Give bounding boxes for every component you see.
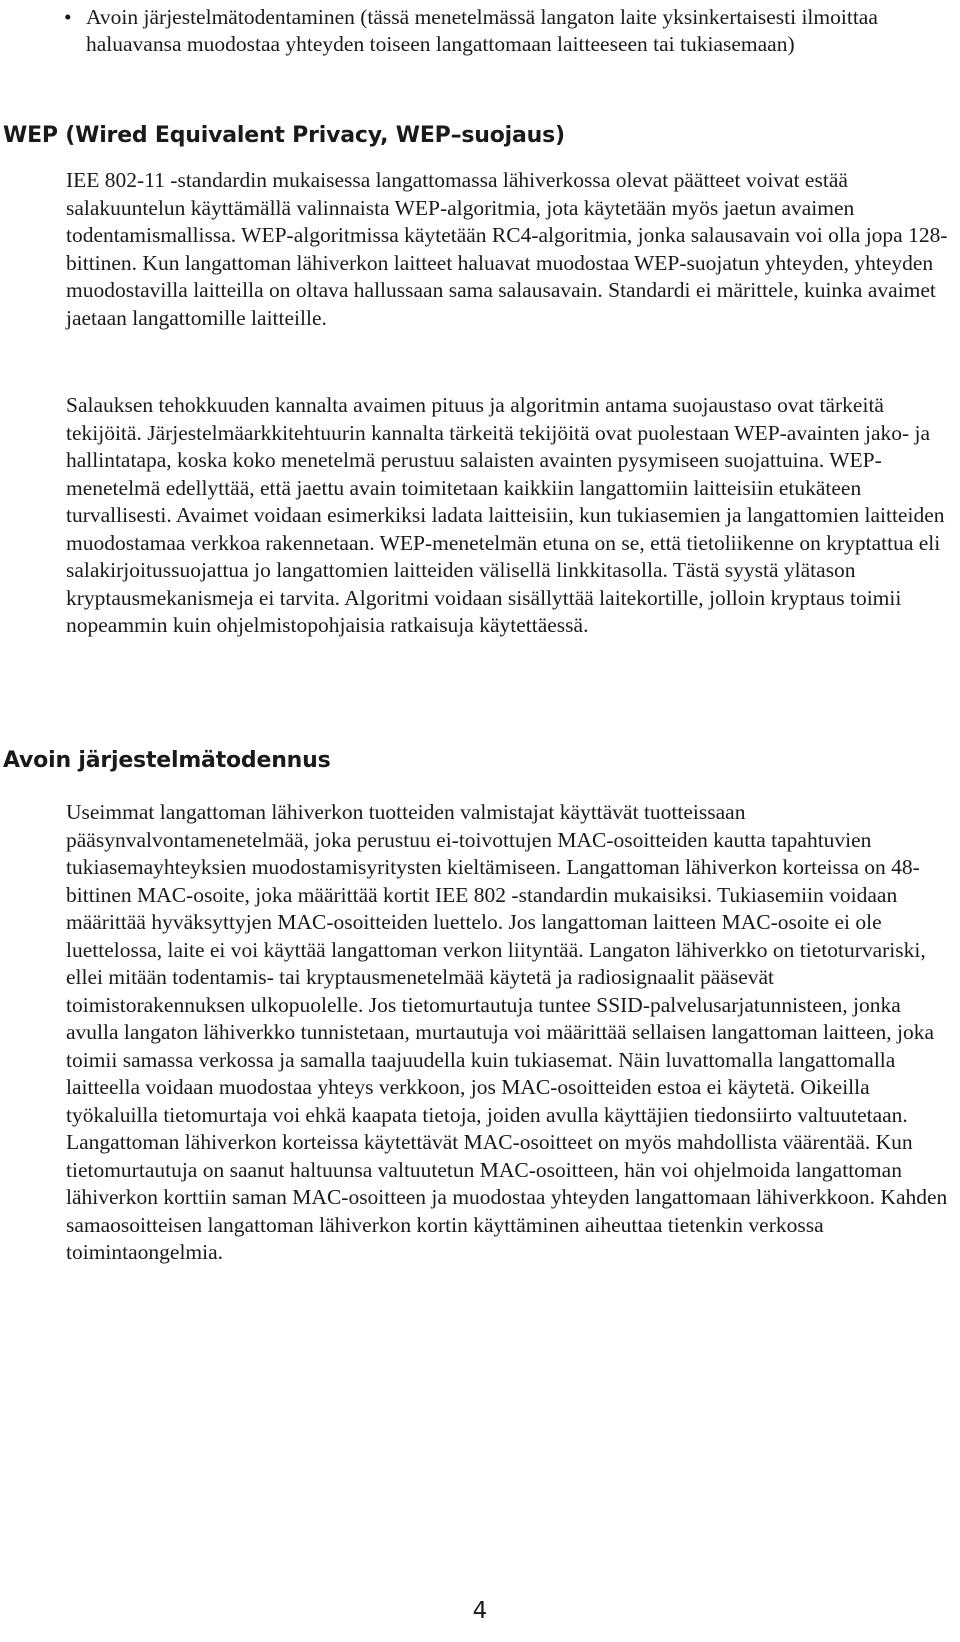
open-system-paragraph: Useimmat langattoman lähiverkon tuotteiden valmistajat käyttävät tuotteissaan pääsynvalvontamenetelmää, joka perustuu ei-toivottujen MAC-osoitteiden kautta tapahtuvien tukiasemayhteyksien muodostamisyritysten kieltämiseen. Langattoman lähiverkon korteissa on 48-bittinen MAC-osoite, joka määrittää kortit IEE 802 -standardin mukaisiksi. Tukiasemiin voidaan määrittää hyväksyttyjen MAC-osoitteiden luettelo. Jos langattoman laitteen MAC-osoite ei ole luettelossa, laite ei voi käyttää langattoman verkon liityntää. Langaton lähiverkko on tietoturvariski, ellei mitään todentamis- tai kryptausmenetelmää käytetä ja radiosignaalit pääsevät toimistorakennuksen ulkopuolelle. Jos tietomurtautuja tuntee SSID-palvelusarjatunnisteen, jonka avulla langaton lähiverkko tunnistetaan, murtautuja voi määrittää sellaisen langattoman laitteen, joka toimii samassa verkossa ja samalla taajuudella kuin tukiasemat. Näin luvattomalla langattomalla laitteella voidaan muodostaa yhteys verkkoon, jos MAC-osoitteiden estoa ei käytetä. Oikeilla työkaluilla tietomurtaja voi ehkä kaapata tietoja, joiden avulla käyttäjien tiedonsiirto valtuutetaan. Langattoman lähiverkon korteissa käytettävät MAC-osoitteet on myös mahdollista väärentää. Kun tietomurtautuja on saanut haltuunsa valtuutetun MAC-osoitteen, hän voi ohjelmoida langattoman lähiverkon korttiin saman MAC-osoitteen ja muodostaa yhteyden langattomaan lähiverkkoon. Kahden samaosoitteisen langattoman lähiverkon kortin käyttäminen aiheuttaa tietenkin verkossa toimintaongelmia.: [66, 800, 948, 1264]
page-number: 4: [472, 1598, 488, 1624]
section-heading-open-system: Avoin järjestelmätodennus: [3, 748, 331, 773]
bullet-glyph: •: [64, 5, 72, 29]
bullet-text: Avoin järjestelmätodentaminen (tässä menetelmässä langaton laite yksinkertaisesti ilmoittaa haluavansa muodostaa yhteyden toiseen langattomaan laitteeseen tai tukiasemaan): [86, 5, 878, 56]
wep-paragraph: Salauksen tehokkuuden kannalta avaimen pituus ja algoritmin antama suojaustaso ovat tärkeitä tekijöitä. Järjestelmäarkkitehtuurin kannalta tärkeitä tekijöitä ovat puolestaan WEP-avainten jako- ja hallintatapa, koska koko menetelmä perustuu salaisten avainten pysymiseen suojattuina. WEP-menetelmä edellyttää, että jaettu avain toimitetaan kaikkiin langattomiin laitteisiin etukäteen turvallisesti. Avaimet voidaan esimerkiksi ladata laitteisiin, kun tukiasemien ja langattomien laitteiden muodostamaa verkkoa rakennetaan. WEP-menetelmän etuna on se, että tietoliikenne on kryptattua eli salakirjoitussuojattua jo langattomien laitteiden välisellä linkkitasolla. Tästä syystä ylätason kryptausmekanismeja ei tarvita. Algoritmi voidaan sisällyttää laitekortille, jolloin kryptaus toimii nopeammin kuin ohjelmistopohjaisia ratkaisuja käytettäessä.: [66, 393, 945, 637]
wep-paragraph: IEE 802-11 -standardin mukaisessa langattomassa lähiverkossa olevat päätteet voivat estää salakuuntelun käyttämällä valinnaista WEP-algoritmia, jota käytetään myös jaetun avaimen todentamismallissa. WEP-algoritmissa käytetään RC4-algoritmia, jonka salausavain voi olla jopa 128-bittinen. Kun langattoman lähiverkon laitteet haluavat muodostaa WEP-suojatun yhteyden, yhteyden muodostavilla laitteilla on oltava hallussaan sama salausavain. Standardi ei märittele, kuinka avaimet jaetaan langattomille laitteille.: [66, 168, 948, 330]
bullet-list-item: [64, 4, 954, 58]
section-heading-wep: WEP (Wired Equivalent Privacy, WEP–suojaus): [3, 123, 565, 148]
